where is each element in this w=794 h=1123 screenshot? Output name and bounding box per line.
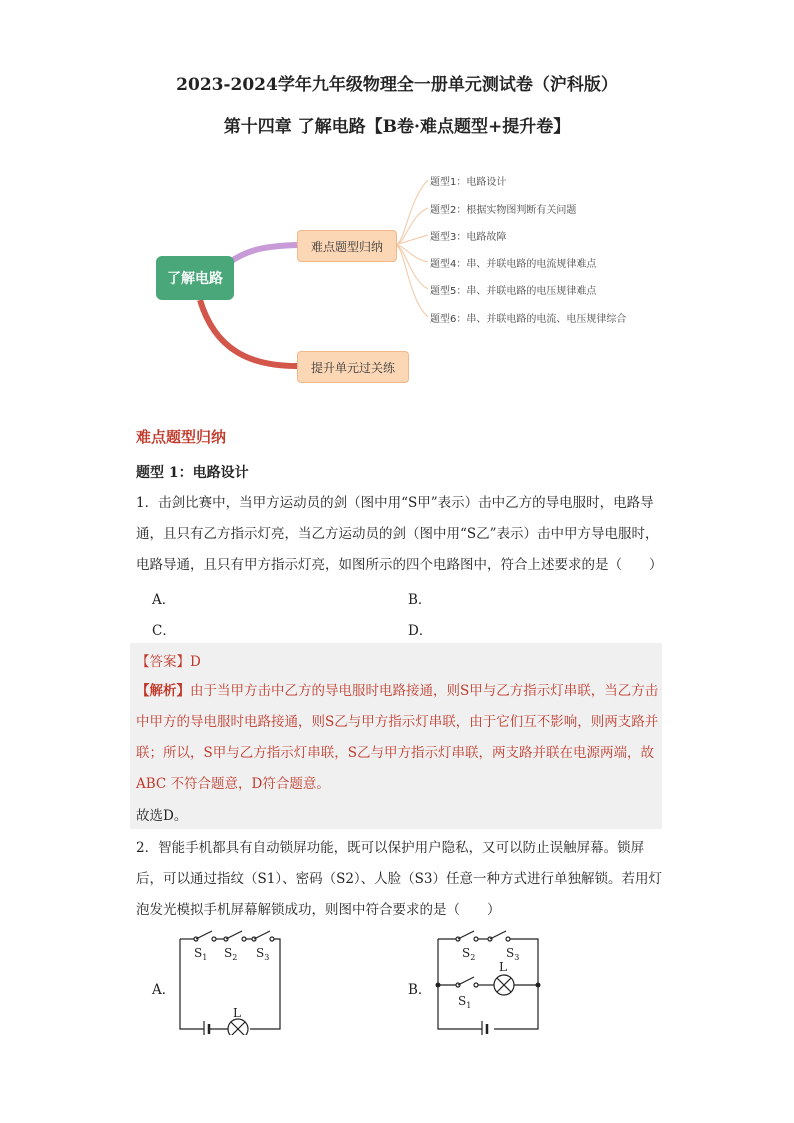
circuit-diagram-b — [432, 925, 552, 1035]
q1-option-c: C． — [152, 623, 176, 639]
document-subtitle: 第十四章 了解电路【B卷·难点题型+提升卷】 — [223, 117, 571, 137]
label-s3: $S_3$ — [256, 946, 270, 962]
label-s2: $S_2$ — [462, 946, 476, 962]
label-lamp: L — [499, 960, 507, 974]
q2-option-a: A． — [152, 982, 176, 998]
q1-option-a: A． — [152, 592, 176, 608]
mindmap-leaf: 题型6：串、并联电路的电流、电压规律综合 — [430, 314, 627, 325]
section-title: 难点题型归纳 — [136, 428, 227, 446]
label-s3: $S_3$ — [506, 946, 520, 962]
mindmap-leaf: 题型1：电路设计 — [430, 177, 507, 188]
q1-answer — [136, 650, 201, 670]
circuit-diagram-a — [176, 925, 296, 1035]
mindmap-leaf: 题型5：串、并联电路的电压规律难点 — [430, 286, 597, 297]
analysis-label: 【解析】 — [136, 683, 190, 699]
mindmap-leaf: 题型2：根据实物图判断有关问题 — [430, 205, 577, 216]
type1-heading: 题型 1：电路设计 — [136, 465, 249, 481]
label-lamp: L — [233, 1006, 241, 1020]
label-s1: $S_1$ — [458, 994, 472, 1010]
question-1-stem: 1．击剑比赛中，当甲方运动员的剑（图中用“S甲”表示）击中乙方的导电服时，电路导通，且只有乙方指示灯亮，当乙方运动员的剑（图中用“S乙”表示）击中甲方导电服时，电路导通，且只有甲方指示灯亮，如图所示的四个电路图中，符合上述要求的是（ ） — [136, 495, 663, 573]
analysis-text: 由于当甲方击中乙方的导电服时电路接通，则S甲与乙方指示灯串联，当乙方击中甲方的导电服时电路接通，则S乙与甲方指示灯串联，由于它们互不影响，则两支路并联；所以，S甲与乙方指示灯串联，S乙与甲方指示灯串联，两支路并联在电源两端，故ABC 不符合题意，D符合题意。 — [136, 683, 659, 792]
q1-option-b: B． — [408, 592, 432, 608]
mindmap-branch-difficult-types: 难点题型归纳 — [297, 230, 397, 262]
answer-label: 【答案】 — [136, 654, 190, 670]
mindmap-branch-unit-practice: 提升单元过关练 — [297, 351, 409, 383]
document-title: 2023-2024学年九年级物理全一册单元测试卷（沪科版） — [176, 75, 618, 95]
mindmap-leaf: 题型3：电路故障 — [430, 232, 507, 243]
label-s1: $S_1$ — [194, 946, 208, 962]
q1-option-d: D． — [408, 623, 433, 639]
mindmap-leaf: 题型4：串、并联电路的电流规律难点 — [430, 259, 597, 270]
q2-option-b: B． — [408, 982, 432, 998]
q1-analysis — [136, 676, 662, 800]
question-2-stem: 2．智能手机都具有自动锁屏功能，既可以保护用户隐私，又可以防止误触屏幕。锁屏后，可以通过指纹（S1）、密码（S2）、人脸（S3）任意一种方式进行单独解锁。若用灯泡发光模拟手机屏幕解锁成功，则图中符合要求的是（ ） — [136, 840, 663, 918]
q1-conclusion: 故选D。 — [136, 808, 188, 824]
mindmap-root: 了解电路 — [156, 256, 234, 300]
label-s2: $S_2$ — [224, 946, 238, 962]
answer-value: D — [190, 654, 201, 670]
